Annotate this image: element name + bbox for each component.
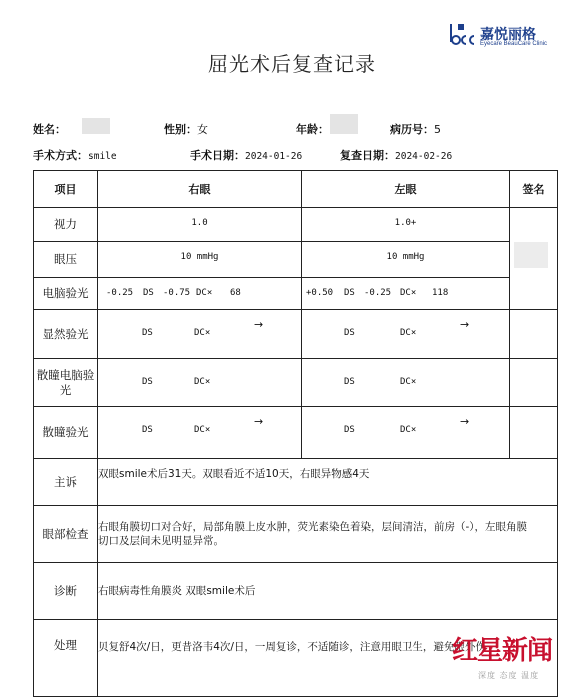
surgery-label: 手术方式：	[33, 149, 88, 162]
cyclo-auto-left: DS DC×	[344, 377, 417, 387]
cyclo-manifest-right: DS DC× →	[142, 415, 264, 435]
eye-exam-text	[98, 506, 558, 563]
cyclo-auto-right: DS DC×	[142, 377, 211, 387]
record-field	[390, 121, 441, 137]
gender-field	[164, 121, 208, 137]
cyclo-auto-label: 散瞳电脑验 光	[34, 359, 98, 407]
diagnosis-text: 右眼病毒性角膜炎 双眼smile术后	[98, 563, 558, 620]
header-item: 项目	[34, 171, 98, 208]
surgery-date-field	[190, 147, 302, 163]
arrow-icon: →	[460, 318, 470, 331]
manifest-left: DS DC× →	[344, 318, 470, 338]
treatment-label: 处理	[34, 620, 98, 697]
diagnosis-label: 诊断	[34, 563, 98, 620]
row-cyclo-manifest-refraction	[34, 407, 558, 459]
arrow-icon: →	[460, 415, 470, 428]
exam-table	[33, 170, 558, 697]
age-redaction	[330, 114, 358, 134]
row-manifest-refraction	[34, 310, 558, 359]
arrow-icon: →	[254, 318, 264, 331]
signature-cell	[510, 208, 558, 310]
surgery-date-value: 2024-01-26	[245, 151, 303, 162]
record-value: 5	[434, 123, 441, 136]
auto-refraction-right: -0.25 DS -0.75 DC× 68	[106, 288, 241, 298]
age-label: 年龄：	[296, 123, 329, 136]
vision-right: 1.0	[191, 218, 208, 228]
gender-value: 女	[197, 123, 208, 136]
clinic-name-en: Eyecare BeauCare Clinic	[480, 41, 548, 47]
gender-label: 性别：	[164, 123, 197, 136]
name-redaction	[82, 118, 110, 134]
clinic-logo-icon	[448, 22, 478, 50]
header-sign: 签名	[510, 171, 558, 208]
vision-label: 视力	[34, 208, 98, 242]
surgery-field	[33, 147, 117, 163]
row-iop	[34, 242, 558, 278]
row-complaint	[34, 459, 558, 506]
row-vision	[34, 208, 558, 242]
news-watermark	[448, 630, 578, 690]
cyclo-manifest-left: DS DC× →	[344, 415, 470, 435]
eye-exam-line-2: 切口及层间未见明显异常。	[98, 535, 224, 547]
surgery-value: smile	[88, 151, 117, 162]
row-auto-refraction	[34, 278, 558, 310]
header-left-eye: 左眼	[302, 171, 510, 208]
age-field	[296, 121, 329, 137]
surgery-date-label: 手术日期：	[190, 149, 245, 162]
watermark-slogan: 深度 态度 温度	[478, 671, 540, 680]
review-date-field	[340, 147, 452, 163]
iop-left: 10 mmHg	[386, 252, 425, 262]
signature-redaction	[514, 242, 548, 268]
auto-refraction-label: 电脑验光	[34, 278, 98, 310]
complaint-text: 双眼smile术后31天。双眼看近不适10天，右眼异物感4天	[98, 459, 558, 506]
manifest-right: DS DC× →	[142, 318, 264, 338]
complaint-label: 主诉	[34, 459, 98, 506]
cyclo-manifest-label: 散瞳验光	[34, 407, 98, 459]
iop-right: 10 mmHg	[180, 252, 219, 262]
row-diagnosis	[34, 563, 558, 620]
name-label: 姓名：	[33, 123, 66, 136]
vision-left: 1.0+	[394, 218, 417, 228]
auto-refraction-left: +0.50 DS -0.25 DC× 118	[306, 288, 449, 298]
arrow-icon: →	[254, 415, 264, 428]
iop-label: 眼压	[34, 242, 98, 278]
row-eye-exam	[34, 506, 558, 563]
manifest-refraction-label: 显然验光	[34, 310, 98, 359]
record-label: 病历号：	[390, 123, 434, 136]
eye-exam-label: 眼部检查	[34, 506, 98, 563]
watermark-logo: 红星新闻	[452, 636, 553, 666]
header-right-eye: 右眼	[98, 171, 302, 208]
clinic-name-cn: 嘉悦丽格	[480, 27, 536, 43]
review-date-label: 复查日期：	[340, 149, 395, 162]
table-header-row	[34, 171, 558, 208]
name-field	[33, 121, 66, 137]
treatment-text: 贝复舒4次/日，更昔洛韦4次/日，一周复诊，不适随诊，注意用眼卫生，避免眼外伤	[98, 620, 558, 697]
review-date-value: 2024-02-26	[395, 151, 453, 162]
eye-exam-line-1: 右眼角膜切口对合好，局部角膜上皮水肿，荧光素染色着染，层间清洁，前房（-），左眼角膜	[98, 521, 528, 533]
document-title: 屈光术后复查记录	[208, 52, 376, 76]
row-cyclo-auto-refraction	[34, 359, 558, 407]
